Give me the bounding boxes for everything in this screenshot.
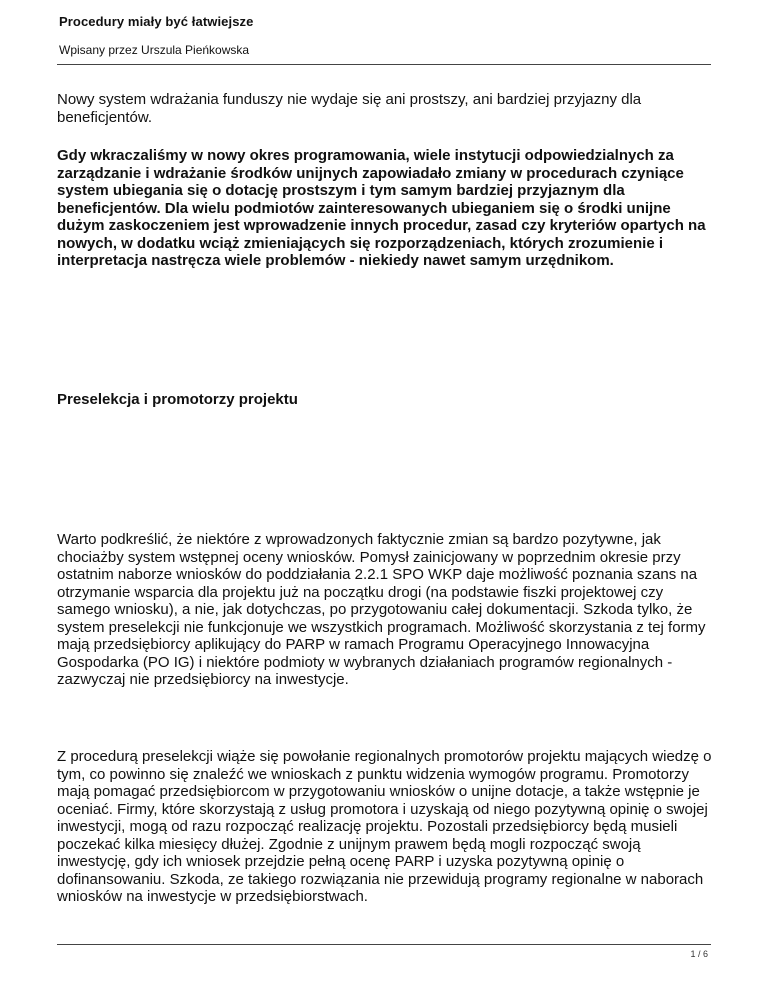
- document-header-title: Procedury miały być łatwiejsze: [59, 14, 254, 29]
- section-heading-text: Preselekcja i promotorzy projektu: [57, 391, 298, 408]
- body-paragraph-text: Z procedurą preselekcji wiąże się powołanie regionalnych promotorów projektu mających wiedzę o tym, co powinno się znaleźć we wnioskach z punktu widzenia wymogów programu. Promotorzy mają pomagać przedsiębiorcom w przygotowaniu wniosków o unijne dotacje, a także wstępnie je oceniać. Firmy, które skorzystają z usług promotora i uzyskają od niego pozytywną opinię o swojej inwestycji, mogą od razu rozpocząć realizację projektu. Pozostali przedsiębiorcy będą musieli poczekać kilka miesięcy dłużej. Zgodnie z unijnym prawem będą mogli rozpocząć swoją inwestycję, gdy ich wniosek przejdzie pełną ocenę PARP i uzyska pozytywną opinię o dofinansowaniu. Szkoda, ze takiego rozwiązania nie przewidują programy regionalne w naborach wniosków na inwestycje w przedsiębiorstwach.: [57, 748, 712, 905]
- author-byline: Wpisany przez Urszula Pieńkowska: [59, 43, 250, 57]
- header-divider: [57, 64, 711, 65]
- lead-paragraph: Gdy wkraczaliśmy w nowy okres programowania, wiele instytucji odpowiedzialnych za zarządzanie i wdrażanie środków unijnych zapowiadało zmiany w procedurach czyniące system ubiegania się o dotację prostszym i tym samym bardziej przyjaznym dla beneficjentów. Dla wielu podmiotów zainteresowanych ubieganiem się o środki unijne dużym zaskoczeniem jest wprowadzenie innych procedur, zasad czy kryteriów opartych na nowych, w dodatku wciąż zmieniających się rozporządzeniach, których zrozumienie i interpretacja nastręcza wiele problemów - niekiedy nawet samym urzędnikom.: [57, 147, 706, 269]
- article-intro: [57, 91, 712, 126]
- footer-divider: [57, 944, 711, 945]
- page-number: 1 / 6: [690, 949, 708, 959]
- body-paragraph-1: [57, 531, 712, 689]
- body-paragraph-text: Warto podkreślić, że niektóre z wprowadzonych faktycznie zmian są bardzo pozytywne, jak chociażby system wstępnej oceny wniosków. Pomysł zainicjowany w poprzednim okresie przy ostatnim naborze wniosków do poddziałania 2.2.1 SPO WKP daje możliwość poznania szans na otrzymanie wsparcia dla projektu już na początku drogi (na podstawie fiszki projektowej czy samego wniosku), a nie, jak dotychczas, po przygotowaniu całej dokumentacji. Szkoda tylko, że system preselekcji nie funkcjonuje we wszystkich programach. Możliwość skorzystania z tej formy mają przedsiębiorcy aplikujący do PARP w ramach Programu Operacyjnego Innowacyjna Gospodarka (PO IG) i niektóre podmioty w wybranych działaniach programów regionalnych - zazwyczaj nie przedsiębiorcy na inwestycje.: [57, 531, 706, 688]
- body-paragraph-2: [57, 748, 712, 906]
- intro-paragraph: Nowy system wdrażania funduszy nie wydaje się ani prostszy, ani bardziej przyjazny dla beneficjentów.: [57, 91, 642, 126]
- section-heading: [57, 391, 712, 409]
- article-lead: [57, 147, 712, 270]
